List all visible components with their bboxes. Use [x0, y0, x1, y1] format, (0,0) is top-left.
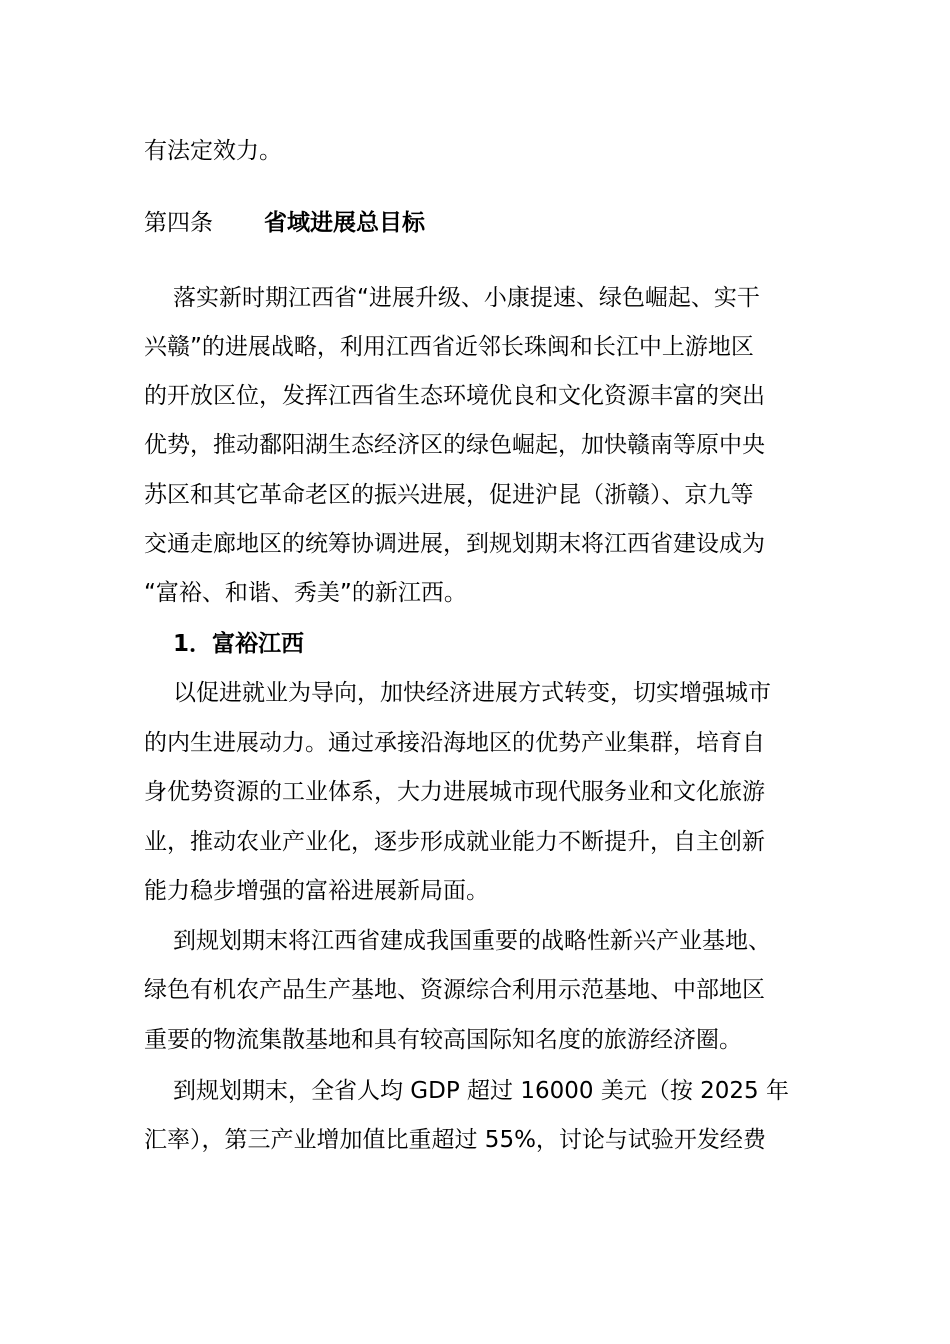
paragraph-line: 交通走廊地区的统筹协调进展，到规划期末将江西省建设成为 [144, 531, 765, 557]
paragraph-line: 到规划期末，全省人均 GDP 超过 16000 美元（按 2025 年 [173, 1078, 789, 1104]
paragraph-line: 重要的物流集散基地和具有较高国际知名度的旅游经济圈。 [144, 1027, 742, 1053]
paragraph-line: 能力稳步增强的富裕进展新局面。 [144, 878, 489, 904]
paragraph-line: 身优势资源的工业体系，大力进展城市现代服务业和文化旅游 [144, 779, 765, 805]
paragraph-line: 到规划期末将江西省建成我国重要的战略性新兴产业基地、 [173, 928, 771, 954]
article-number: 第四条 [144, 210, 213, 236]
paragraph-line: 汇率），第三产业增加值比重超过 55%，讨论与试验开发经费 [144, 1127, 766, 1153]
paragraph-line: 苏区和其它革命老区的振兴进展，促进沪昆（浙赣）、京九等 [144, 482, 754, 508]
paragraph-line: 绿色有机农产品生产基地、资源综合利用示范基地、中部地区 [144, 977, 765, 1003]
paragraph-line: 优势，推动鄱阳湖生态经济区的绿色崛起，加快赣南等原中央 [144, 432, 765, 458]
paragraph-line: 的内生进展动力。通过承接沿海地区的优势产业集群，培育自 [144, 730, 765, 756]
subheading: 1．富裕江西 [173, 631, 305, 657]
paragraph-line: 业，推动农业产业化，逐步形成就业能力不断提升，自主创新 [144, 829, 765, 855]
paragraph-line: 兴赣”的进展战略，利用江西省近邻长珠闽和长江中上游地区 [144, 334, 754, 360]
paragraph-line: 以促进就业为导向，加快经济进展方式转变，切实增强城市 [173, 680, 771, 706]
paragraph-line: 落实新时期江西省“进展升级、小康提速、绿色崛起、实干 [173, 285, 760, 311]
continued-text-line: 有法定效力。 [144, 138, 282, 164]
paragraph-line: 的开放区位，发挥江西省生态环境优良和文化资源丰富的突出 [144, 383, 765, 409]
article-title: 省域进展总目标 [264, 210, 425, 236]
paragraph-line: “富裕、和谐、秀美”的新江西。 [144, 580, 467, 606]
